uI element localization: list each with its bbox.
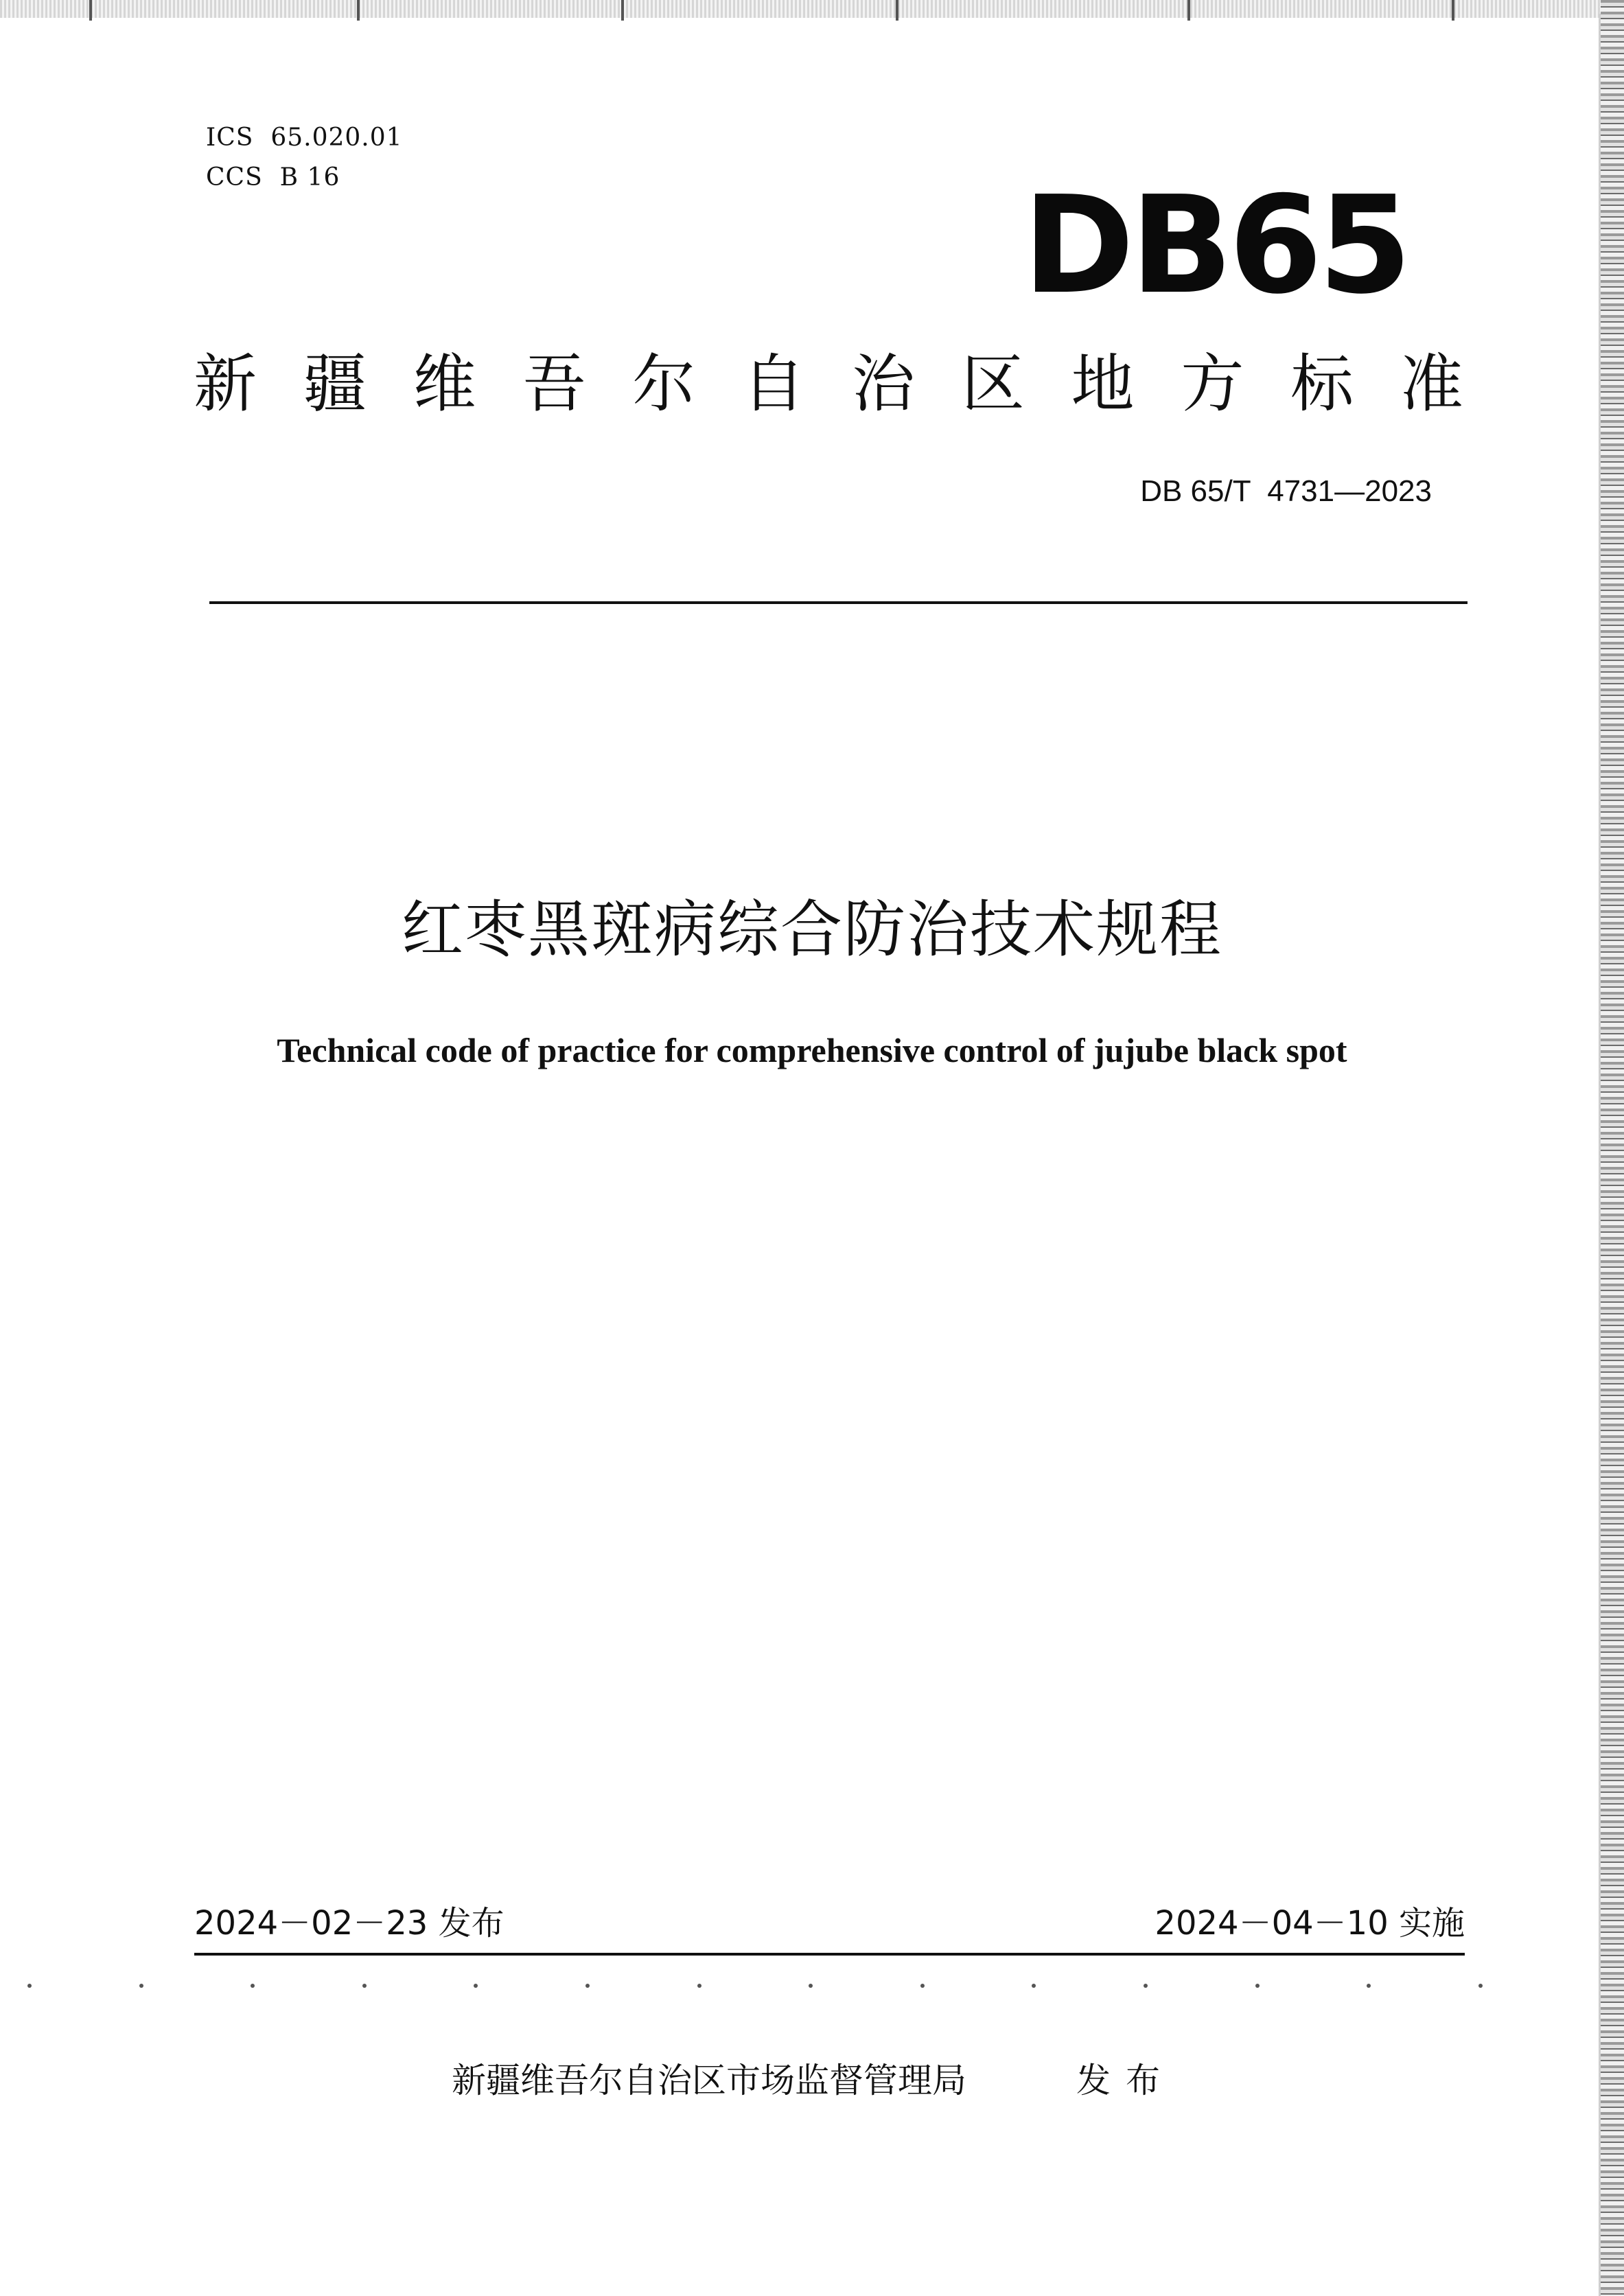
document-title-zh: 红枣黑斑病综合防治技术规程 — [402, 894, 1222, 966]
scan-dot — [809, 1984, 813, 1988]
header-divider — [209, 601, 1468, 604]
scan-artifact-tick — [357, 0, 360, 21]
document-title-en: Technical code of practice for comprehensive control of jujube black spot — [277, 1031, 1347, 1069]
standard-number: DB 65/T 4731—2023 — [1140, 474, 1432, 508]
scan-dot — [920, 1984, 925, 1988]
standard-category-char: 标 — [1290, 347, 1354, 421]
footer-divider — [194, 1953, 1465, 1956]
implementation-date: 2024－04－10 实施 — [1155, 1904, 1465, 1943]
scan-artifact-tick — [1187, 0, 1190, 21]
publish-label: 发布 — [1076, 2061, 1175, 2100]
standard-category-char: 自 — [742, 347, 806, 421]
scan-artifact-tick — [621, 0, 624, 21]
scan-dot — [697, 1984, 701, 1988]
scan-dot — [139, 1984, 143, 1988]
scan-dot — [1255, 1984, 1260, 1988]
standard-category-char: 疆 — [303, 347, 367, 421]
publisher-name: 新疆维吾尔自治区市场监督管理局 — [452, 2061, 966, 2100]
standard-category-char: 尔 — [632, 347, 696, 421]
scan-artifact-right — [1601, 0, 1624, 2296]
scan-dot — [27, 1984, 32, 1988]
standard-category-char: 新 — [194, 347, 257, 421]
standard-category-char: 准 — [1400, 347, 1463, 421]
scan-dot — [585, 1984, 590, 1988]
standard-category — [194, 347, 1463, 422]
standard-category-char: 方 — [1181, 347, 1244, 421]
standard-category-char: 地 — [1071, 347, 1135, 421]
scan-dot — [251, 1984, 255, 1988]
scan-dot — [1478, 1984, 1483, 1988]
issue-date: 2024－02－23 发布 — [194, 1904, 504, 1943]
scan-artifact-top — [0, 0, 1624, 18]
standard-category-char: 区 — [961, 347, 1025, 421]
scan-dot — [1032, 1984, 1036, 1988]
standard-category-char: 治 — [851, 347, 915, 421]
standard-category-char: 维 — [413, 347, 476, 421]
scan-dot — [474, 1984, 478, 1988]
classification-codes — [206, 118, 403, 198]
scan-artifact-tick — [896, 0, 898, 21]
db65-logo: DB65 — [1023, 167, 1408, 324]
scan-dot — [362, 1984, 367, 1988]
scan-artifact-tick — [89, 0, 92, 21]
scan-dot — [1367, 1984, 1371, 1988]
standard-category-char: 吾 — [522, 347, 586, 421]
ics-code: ICS 65.020.01 — [206, 124, 403, 152]
ccs-code: CCS B 16 — [206, 163, 340, 192]
scan-dots — [27, 1984, 1483, 1988]
scan-dot — [1144, 1984, 1148, 1988]
scan-artifact-tick — [1452, 0, 1454, 21]
